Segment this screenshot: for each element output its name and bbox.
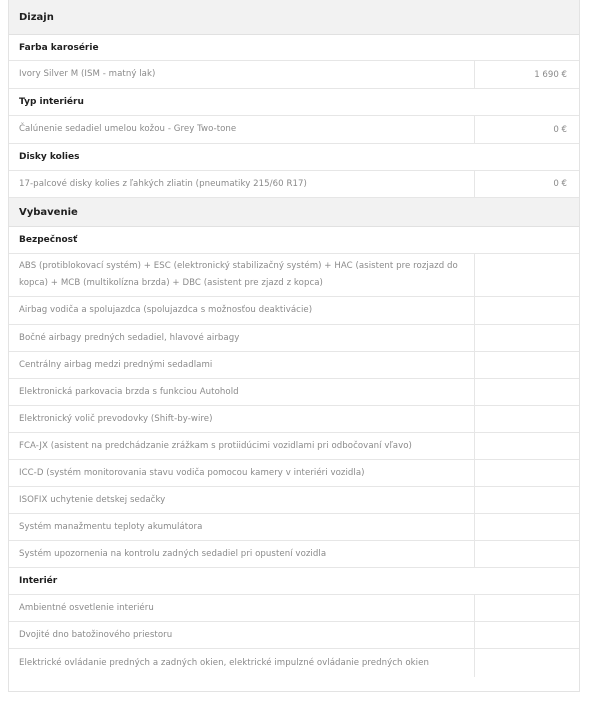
table-row bbox=[9, 433, 579, 460]
item-price bbox=[475, 433, 579, 459]
table-row bbox=[9, 460, 579, 487]
section-header-vybavenie bbox=[9, 198, 579, 227]
item-price bbox=[475, 649, 579, 677]
table-row bbox=[9, 61, 579, 89]
table-row bbox=[9, 487, 579, 514]
item-price bbox=[475, 487, 579, 513]
table-row bbox=[9, 649, 579, 677]
item-price bbox=[475, 406, 579, 432]
item-name: Dvojité dno batožinového priestoru bbox=[9, 622, 475, 648]
table-row bbox=[9, 171, 579, 198]
item-name: Elektrické ovládanie predných a zadných okien, elektrické impulzné ovládanie predných okien bbox=[9, 649, 475, 677]
table-row bbox=[9, 297, 579, 325]
item-name: ICC-D (systém monitorovania stavu vodiča pomocou kamery v interiéri vozidla) bbox=[9, 460, 475, 486]
group-header-farba-karoserie bbox=[9, 35, 579, 61]
table-row bbox=[9, 352, 579, 379]
item-price bbox=[475, 460, 579, 486]
table-row bbox=[9, 116, 579, 144]
item-price bbox=[475, 514, 579, 540]
item-name: Systém upozornenia na kontrolu zadných sedadiel pri opustení vozidla bbox=[9, 541, 475, 567]
item-price bbox=[475, 622, 579, 648]
item-name: Airbag vodiča a spolujazdca (spolujazdca s možnosťou deaktivácie) bbox=[9, 297, 475, 324]
table-row bbox=[9, 254, 579, 297]
item-name: Bočné airbagy predných sedadiel, hlavové airbagy bbox=[9, 325, 475, 351]
item-name: Ambientné osvetlenie interiéru bbox=[9, 595, 475, 621]
item-name: ABS (protiblokovací systém) + ESC (elektronický stabilizačný systém) + HAC (asistent pre rozjazd do kopca) + MCB (multikolízna brzda) + DBC (asistent pre zjazd z kopca) bbox=[9, 254, 475, 296]
table-row bbox=[9, 379, 579, 406]
group-header-interier bbox=[9, 568, 579, 595]
table-row bbox=[9, 541, 579, 568]
equipment-table bbox=[8, 0, 580, 692]
item-price bbox=[475, 595, 579, 621]
group-title: Interiér bbox=[19, 576, 58, 586]
item-price bbox=[475, 541, 579, 567]
item-price: 0 € bbox=[553, 124, 567, 135]
section-header-dizajn bbox=[9, 0, 579, 35]
item-name: FCA-JX (asistent na predchádzanie zrážkam s protiidúcimi vozidlami pri odbočovaní vľavo) bbox=[9, 433, 475, 459]
item-price: 0 € bbox=[553, 179, 567, 189]
item-price bbox=[475, 379, 579, 405]
item-price bbox=[475, 297, 579, 324]
item-price bbox=[475, 352, 579, 378]
item-price bbox=[475, 254, 579, 296]
item-name: Čalúnenie sedadiel umelou kožou - Grey Two-tone bbox=[9, 116, 475, 143]
table-row bbox=[9, 622, 579, 649]
group-title: Disky kolies bbox=[19, 152, 80, 162]
section-title: Vybavenie bbox=[19, 206, 78, 218]
item-name: 17-palcové disky kolies z ľahkých zliatin (pneumatiky 215/60 R17) bbox=[9, 171, 475, 197]
item-price bbox=[475, 325, 579, 351]
table-row bbox=[9, 325, 579, 352]
group-header-disky-kolies bbox=[9, 144, 579, 171]
group-header-typ-interieru bbox=[9, 89, 579, 116]
group-title: Farba karosérie bbox=[19, 42, 99, 53]
table-row bbox=[9, 406, 579, 433]
item-name: Elektronický volič prevodovky (Shift-by-wire) bbox=[9, 406, 475, 432]
item-name: Elektronická parkovacia brzda s funkciou Autohold bbox=[9, 379, 475, 405]
group-title: Typ interiéru bbox=[19, 97, 84, 107]
item-name: ISOFIX uchytenie detskej sedačky bbox=[9, 487, 475, 513]
table-row bbox=[9, 595, 579, 622]
group-header-bezpecnost bbox=[9, 227, 579, 254]
item-price: 1 690 € bbox=[534, 69, 567, 80]
item-name: Systém manažmentu teploty akumulátora bbox=[9, 514, 475, 540]
table-row bbox=[9, 514, 579, 541]
section-title: Dizajn bbox=[19, 11, 54, 23]
item-name: Centrálny airbag medzi prednými sedadlami bbox=[9, 352, 475, 378]
item-name: Ivory Silver M (ISM - matný lak) bbox=[9, 61, 475, 88]
group-title: Bezpečnosť bbox=[19, 235, 78, 245]
